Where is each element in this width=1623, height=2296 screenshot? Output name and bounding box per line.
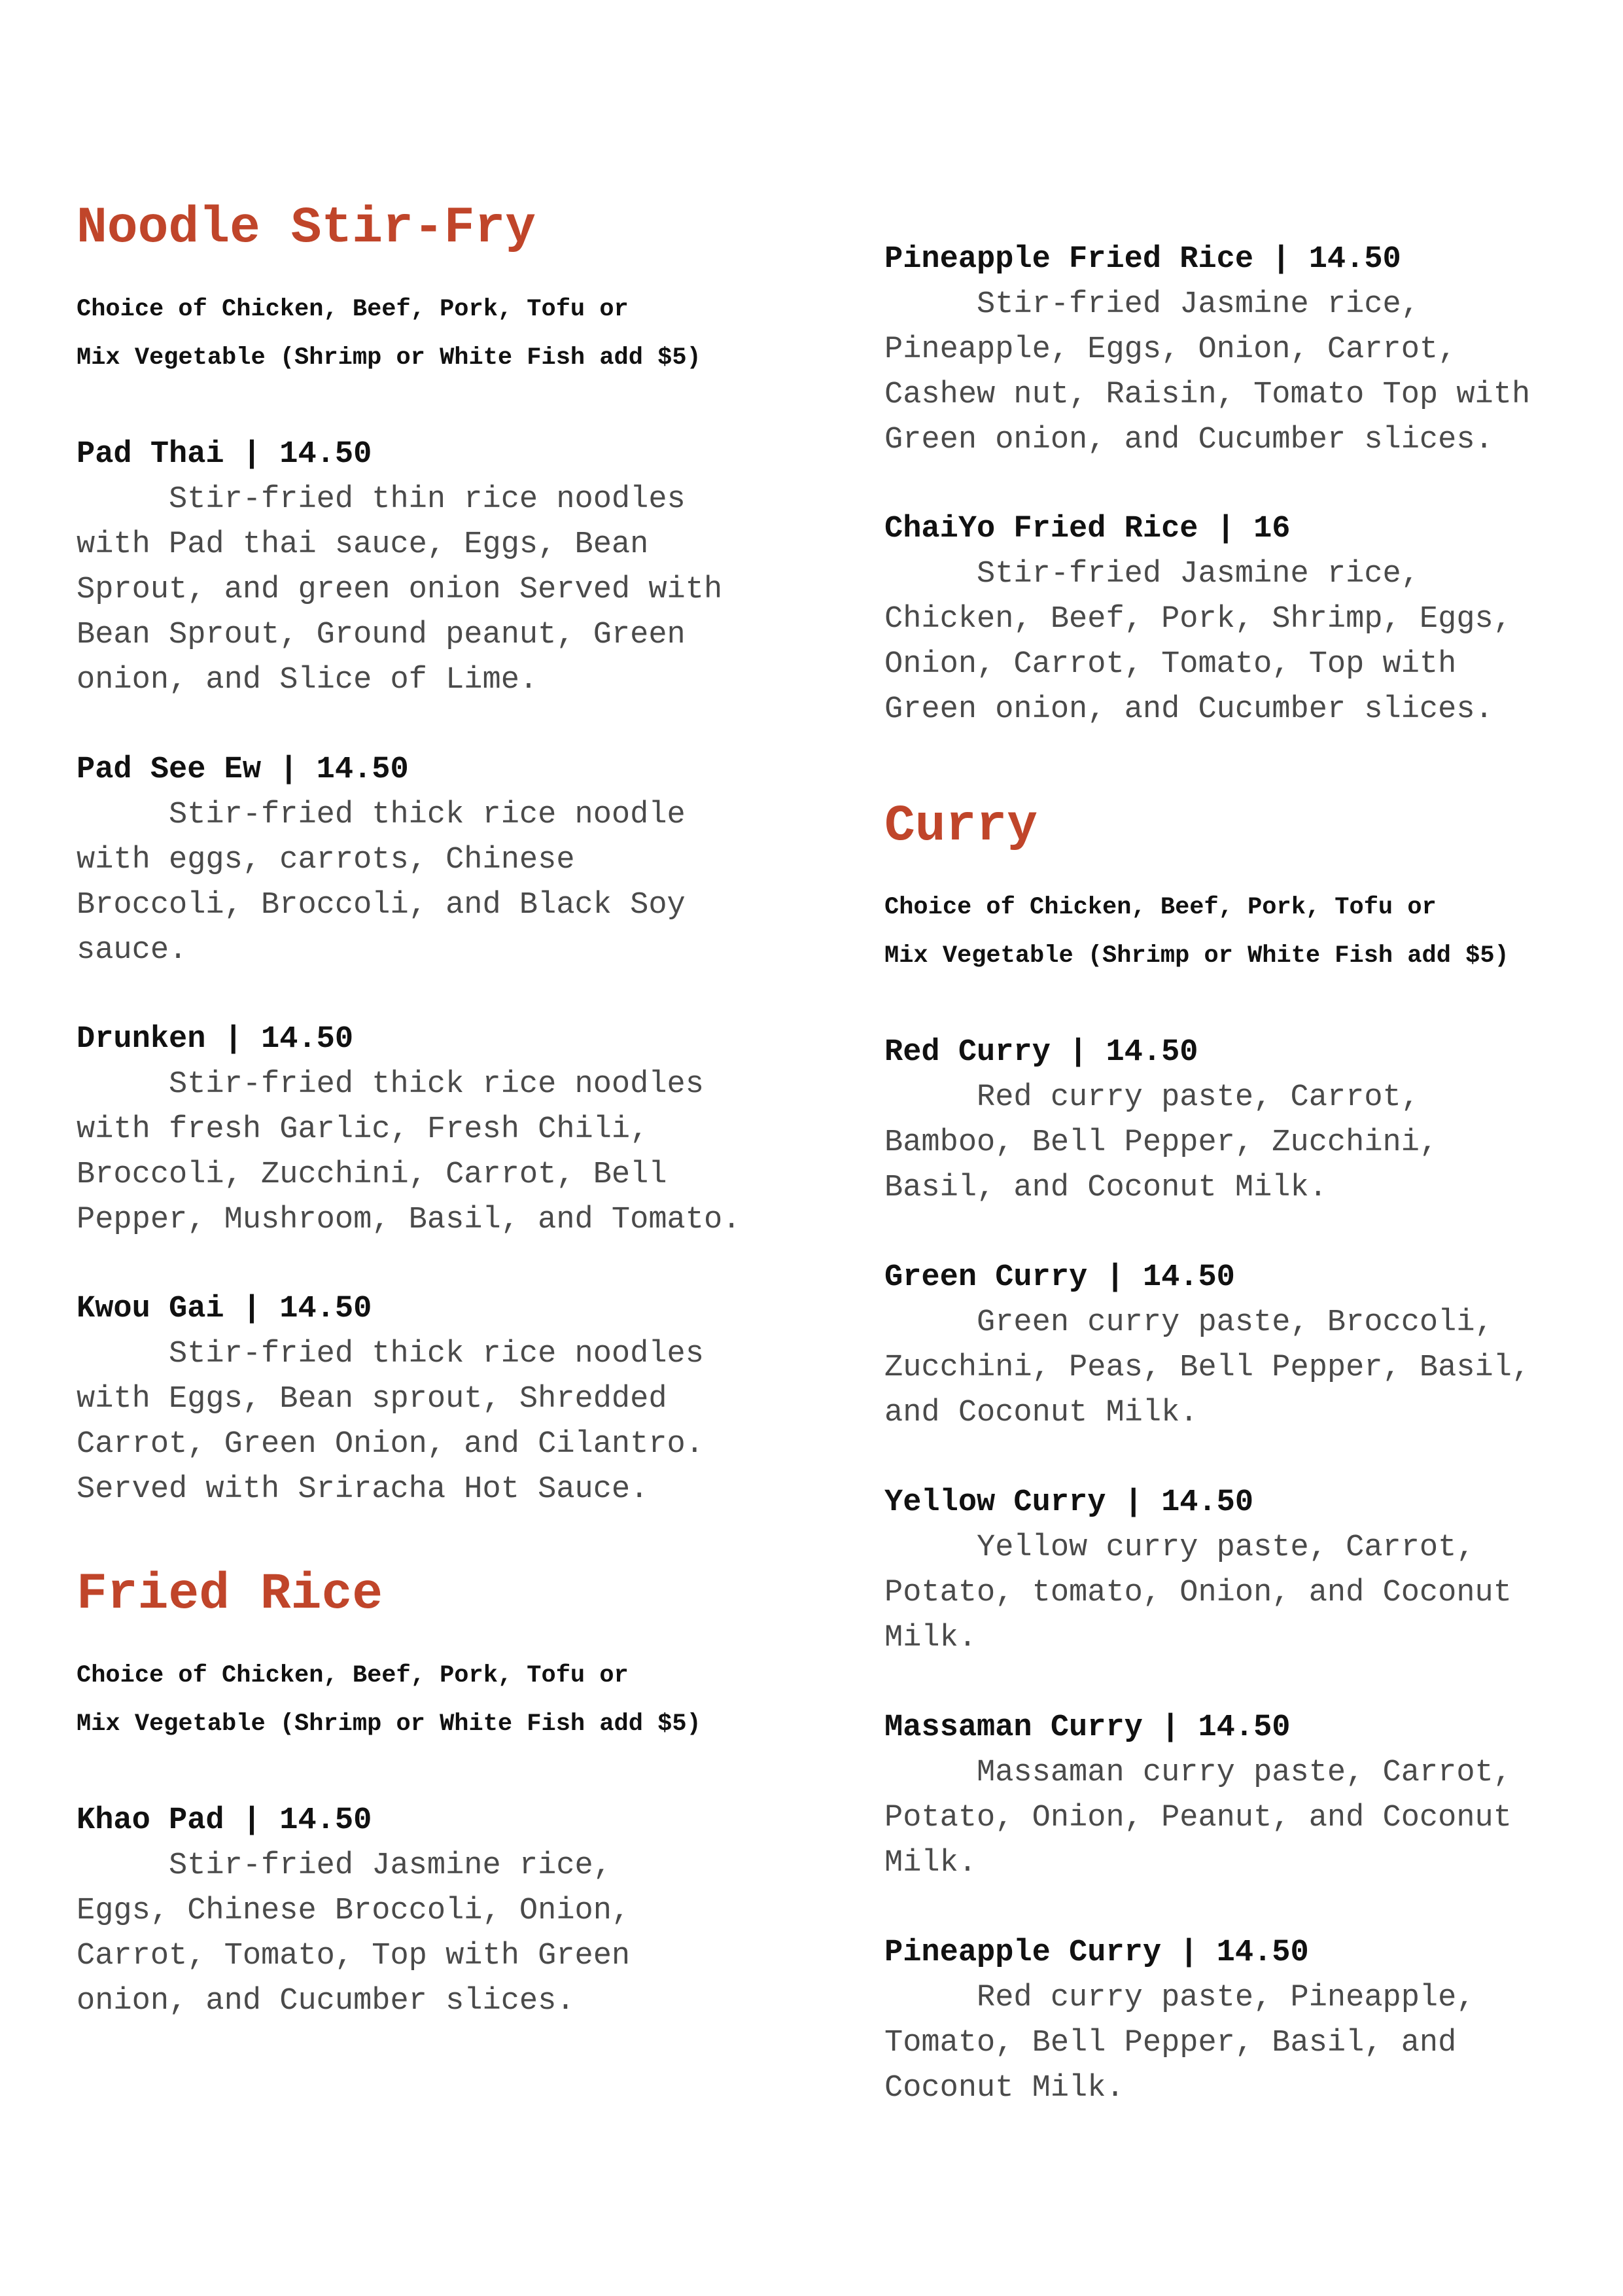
item-description bbox=[884, 1750, 1617, 1886]
note-line: Choice of Chicken, Beef, Pork, Tofu or bbox=[77, 296, 629, 323]
description-line: Milk. bbox=[884, 1621, 977, 1655]
description-line: Pineapple, Eggs, Onion, Carrot, bbox=[884, 332, 1457, 367]
description-line: Broccoli, Broccoli, and Black Soy bbox=[77, 888, 686, 923]
item-description bbox=[77, 1062, 809, 1243]
item-description bbox=[77, 1332, 809, 1512]
note-line: Choice of Chicken, Beef, Pork, Tofu or bbox=[884, 894, 1437, 921]
menu-item-red-curry bbox=[884, 1030, 1617, 1210]
item-description bbox=[77, 477, 809, 703]
description-line: Cashew nut, Raisin, Tomato Top with bbox=[884, 378, 1531, 412]
description-line: Stir-fried thick rice noodle bbox=[77, 798, 686, 832]
menu-item-chaiyo-fried-rice bbox=[884, 506, 1617, 732]
section-title-curry: Curry bbox=[884, 798, 1038, 855]
description-line: Yellow curry paste, Carrot, bbox=[884, 1530, 1475, 1565]
description-line: sauce. bbox=[77, 933, 188, 968]
description-line: Red curry paste, Pineapple, bbox=[884, 1981, 1475, 2015]
description-line: Green onion, and Cucumber slices. bbox=[884, 423, 1493, 457]
item-heading: Drunken | 14.50 bbox=[77, 1022, 354, 1057]
item-heading: ChaiYo Fried Rice | 16 bbox=[884, 512, 1291, 546]
item-heading: Yellow Curry | 14.50 bbox=[884, 1485, 1254, 1520]
menu-item-pad-see-ew bbox=[77, 747, 809, 973]
menu-item-massaman-curry bbox=[884, 1705, 1617, 1886]
description-line: Stir-fried Jasmine rice, bbox=[77, 1848, 612, 1883]
description-line: Stir-fried thick rice noodles bbox=[77, 1337, 704, 1371]
description-line: with Eggs, Bean sprout, Shredded bbox=[77, 1382, 667, 1417]
description-line: Coconut Milk. bbox=[884, 2071, 1125, 2106]
description-line: Onion, Carrot, Tomato, Top with bbox=[884, 647, 1457, 682]
description-line: Massaman curry paste, Carrot, bbox=[884, 1756, 1512, 1790]
section-note-fried-rice bbox=[77, 1651, 701, 1748]
description-line: Milk. bbox=[884, 1846, 977, 1881]
menu-item-green-curry bbox=[884, 1255, 1617, 1436]
note-line: Mix Vegetable (Shrimp or White Fish add $5) bbox=[77, 1710, 701, 1738]
item-description bbox=[77, 1843, 809, 2024]
item-description bbox=[77, 792, 809, 973]
menu-item-kwou-gai bbox=[77, 1286, 809, 1512]
description-line: Green curry paste, Broccoli, bbox=[884, 1305, 1493, 1340]
description-line: Tomato, Bell Pepper, Basil, and bbox=[884, 2026, 1457, 2060]
menu-item-pineapple-fried-rice bbox=[884, 237, 1617, 463]
description-line: and Coconut Milk. bbox=[884, 1396, 1198, 1430]
section-title-fried-rice: Fried Rice bbox=[77, 1566, 383, 1623]
description-line: Stir-fried Jasmine rice, bbox=[884, 287, 1420, 322]
menu-item-pad-thai bbox=[77, 432, 809, 703]
description-line: Served with Sriracha Hot Sauce. bbox=[77, 1472, 649, 1507]
description-line: Potato, Onion, Peanut, and Coconut bbox=[884, 1801, 1512, 1835]
description-line: with fresh Garlic, Fresh Chili, bbox=[77, 1112, 649, 1147]
description-line: Pepper, Mushroom, Basil, and Tomato. bbox=[77, 1203, 741, 1237]
description-line: Stir-fried thick rice noodles bbox=[77, 1067, 704, 1102]
description-line: with Pad thai sauce, Eggs, Bean bbox=[77, 527, 649, 562]
description-line: Broccoli, Zucchini, Carrot, Bell bbox=[77, 1157, 667, 1192]
menu-item-pineapple-curry bbox=[884, 1930, 1617, 2111]
item-description bbox=[884, 1525, 1617, 1661]
description-line: Potato, tomato, Onion, and Coconut bbox=[884, 1576, 1512, 1610]
item-heading: Massaman Curry | 14.50 bbox=[884, 1710, 1291, 1745]
item-heading: Pineapple Fried Rice | 14.50 bbox=[884, 242, 1401, 277]
description-line: Stir-fried thin rice noodles bbox=[77, 482, 686, 517]
section-note-curry bbox=[884, 883, 1509, 980]
item-heading: Pad Thai | 14.50 bbox=[77, 437, 372, 472]
item-description bbox=[884, 282, 1617, 463]
description-line: Carrot, Tomato, Top with Green bbox=[77, 1939, 631, 1973]
item-heading: Red Curry | 14.50 bbox=[884, 1035, 1198, 1070]
description-line: onion, and Cucumber slices. bbox=[77, 1984, 575, 2019]
description-line: Basil, and Coconut Milk. bbox=[884, 1171, 1327, 1205]
description-line: onion, and Slice of Lime. bbox=[77, 663, 538, 698]
description-line: Carrot, Green Onion, and Cilantro. bbox=[77, 1427, 704, 1462]
menu-item-khao-pad bbox=[77, 1798, 809, 2024]
item-heading: Pineapple Curry | 14.50 bbox=[884, 1935, 1309, 1970]
description-line: Red curry paste, Carrot, bbox=[884, 1080, 1420, 1115]
description-line: Green onion, and Cucumber slices. bbox=[884, 692, 1493, 727]
description-line: Stir-fried Jasmine rice, bbox=[884, 557, 1420, 592]
item-description bbox=[884, 1300, 1617, 1436]
item-description bbox=[884, 1075, 1617, 1210]
note-line: Mix Vegetable (Shrimp or White Fish add $5) bbox=[77, 344, 701, 372]
item-description bbox=[884, 552, 1617, 732]
section-title-noodle-stir-fry: Noodle Stir-Fry bbox=[77, 200, 536, 257]
description-line: Zucchini, Peas, Bell Pepper, Basil, bbox=[884, 1351, 1531, 1385]
menu-item-drunken bbox=[77, 1017, 809, 1243]
description-line: Bean Sprout, Ground peanut, Green bbox=[77, 618, 686, 652]
description-line: Sprout, and green onion Served with bbox=[77, 573, 723, 607]
description-line: Chicken, Beef, Pork, Shrimp, Eggs, bbox=[884, 602, 1512, 637]
description-line: Eggs, Chinese Broccoli, Onion, bbox=[77, 1894, 631, 1928]
item-heading: Kwou Gai | 14.50 bbox=[77, 1292, 372, 1326]
item-heading: Khao Pad | 14.50 bbox=[77, 1803, 372, 1838]
section-note-noodle bbox=[77, 285, 701, 382]
description-line: Bamboo, Bell Pepper, Zucchini, bbox=[884, 1125, 1439, 1160]
menu-item-yellow-curry bbox=[884, 1480, 1617, 1661]
item-description bbox=[884, 1975, 1617, 2111]
note-line: Mix Vegetable (Shrimp or White Fish add $5) bbox=[884, 942, 1509, 970]
note-line: Choice of Chicken, Beef, Pork, Tofu or bbox=[77, 1662, 629, 1689]
item-heading: Pad See Ew | 14.50 bbox=[77, 752, 409, 787]
item-heading: Green Curry | 14.50 bbox=[884, 1260, 1235, 1295]
description-line: with eggs, carrots, Chinese bbox=[77, 843, 575, 877]
